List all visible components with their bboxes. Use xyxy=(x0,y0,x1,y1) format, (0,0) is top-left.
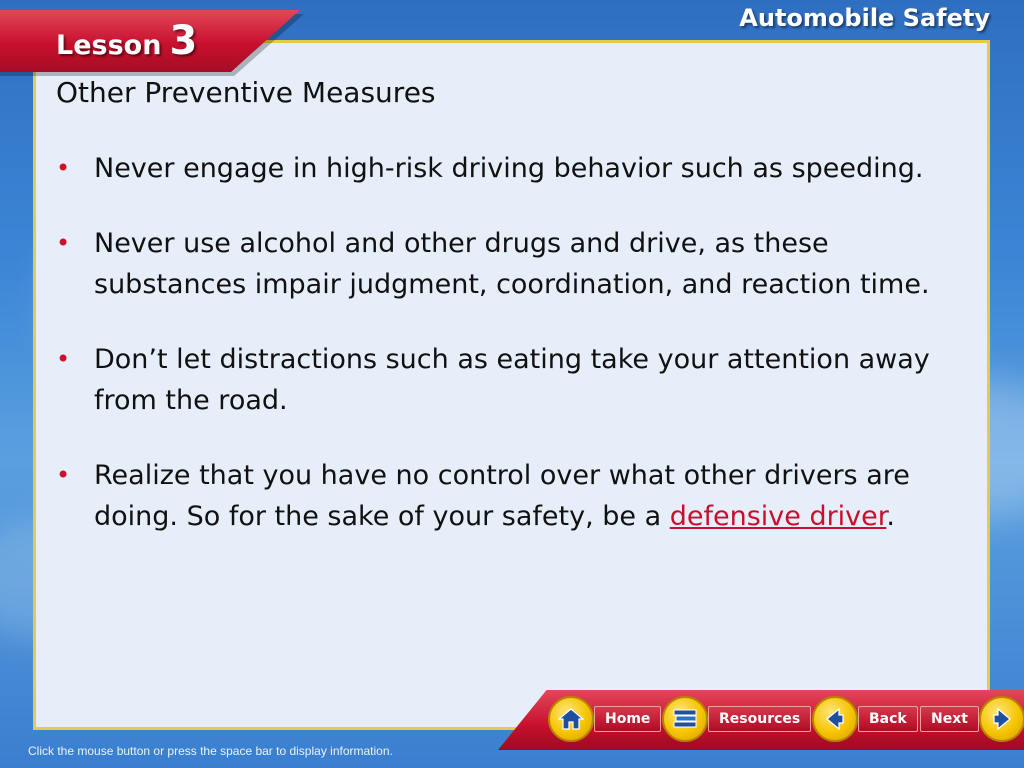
lesson-title xyxy=(56,18,197,64)
bullet-text: Realize that you have no control over what other drivers are doing. So for the sake of your safety, be a xyxy=(94,460,910,532)
bullet-text-end: . xyxy=(886,501,895,532)
bullet-list xyxy=(56,148,981,571)
course-title: Automobile Safety xyxy=(739,4,990,32)
status-text: Click the mouse button or press the space bar to display information. xyxy=(28,744,393,758)
arrow-right-icon xyxy=(979,696,1024,742)
bullet-dot-icon: • xyxy=(56,461,71,489)
home-button[interactable] xyxy=(548,696,661,742)
defensive-driver-link[interactable]: defensive driver xyxy=(669,501,887,532)
bullet-item xyxy=(56,339,981,421)
lesson-number: 3 xyxy=(169,18,198,64)
resources-button[interactable] xyxy=(662,696,811,742)
lesson-word: Lesson xyxy=(56,30,162,61)
arrow-left-icon xyxy=(812,696,858,742)
resources-label: Resources xyxy=(708,706,811,732)
back-button[interactable] xyxy=(812,696,918,742)
bullet-item xyxy=(56,148,981,189)
bullet-dot-icon: • xyxy=(56,345,71,373)
next-button[interactable] xyxy=(920,696,1024,742)
bullet-text: Never engage in high-risk driving behavior such as speeding. xyxy=(94,153,924,184)
next-label: Next xyxy=(920,706,979,732)
bullet-dot-icon: • xyxy=(56,154,71,182)
bullet-dot-icon: • xyxy=(56,229,71,257)
slide-heading: Other Preventive Measures xyxy=(56,76,436,109)
home-label: Home xyxy=(594,706,661,732)
bullet-item xyxy=(56,455,981,537)
back-label: Back xyxy=(858,706,918,732)
bullet-text: Don’t let distractions such as eating take your attention away from the road. xyxy=(94,344,930,416)
bullet-text: Never use alcohol and other drugs and drive, as these substances impair judgment, coordination, and reaction time. xyxy=(94,228,930,300)
bullet-item xyxy=(56,223,981,305)
books-icon xyxy=(662,696,708,742)
home-icon xyxy=(548,696,594,742)
